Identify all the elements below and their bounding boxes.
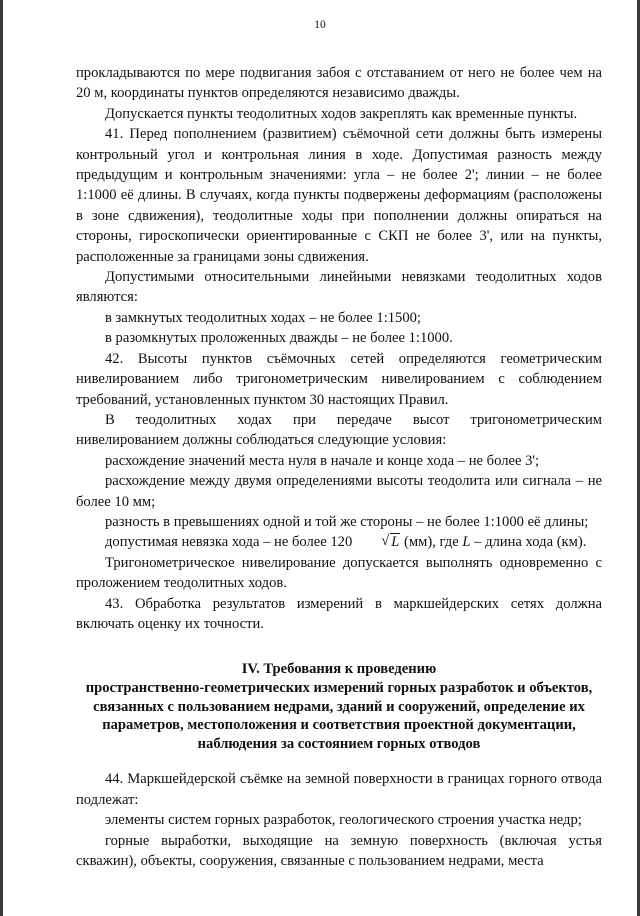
list-item-open-traverses: в разомкнутых проложенных дважды – не более 1:1000. [105,330,453,347]
formula-text-middle: (мм), где [400,534,463,551]
list-item-zero-place: расхождение значений места нуля в начале и конце хода – не более 3'; [105,452,540,469]
formula-text-after: – длина хода (км). [470,534,587,551]
formula-text-before: допустимая невязка хода – не более 120 [105,534,353,551]
paragraph-43: 43. Обработка результатов измерений в маркшейдерских сетях должна включать оценку их точности. [76,595,602,632]
section-heading-number: IV. Требования к проведению [241,661,437,678]
spacer [76,753,602,769]
document-body [76,63,602,871]
list-item-mine-workings: горные выработки, выходящие на земную поверхность (включая устья скважин), объекты, сооружения, связанные с пользованием недрами, места [76,832,602,869]
formula-variable: L [462,534,471,551]
paragraph-41: 41. Перед пополнением (развитием) съёмочной сети должны быть измерены контрольный угол и контрольная линия в ходе. Допустимая разность между предыдущим и контрольным значениями: угла – не более 2'; линии – не более 1:1000 её длины. В случаях, когда пункты подвержены деформациям (расположены в зоне сдвижения), теодолитные ходы при пополнении должны опираться на стороны, гироскопически ориентированные с СКП не более 3', или на пункты, расположенные за границами зоны сдвижения. [76,126,602,265]
paragraph-temporary-points: Допускается пункты теодолитных ходов закреплять как временные пункты. [105,105,578,122]
paragraph-trig-levelling: Тригонометрическое нивелирование допускается выполнять одновременно с проложением теодолитных ходов. [76,554,602,592]
list-item-traverse-misclosure [76,532,602,552]
section-heading-text: пространственно-геометрических измерений горных разработок и объектов, связанных с пользованием недрами, зданий и сооружений, определение их параметров, местоположения и соответствия проектной документации, наблюдения за состоянием горных отводов [85,679,593,752]
paragraph-44: 44. Маркшейдерской съёмке на земной поверхности в границах горного отвода подлежат: [76,771,602,808]
paragraph-height-transfer-conditions: В теодолитных ходах при передаче высот тригонометрическим нивелированием должны соблюдаться следующие условия: [76,411,602,449]
list-item-mining-systems: элементы систем горных разработок, геологического строения участка недр; [105,812,582,829]
scan-edge-left [0,0,3,916]
list-item-elevation-difference: разность в превышениях одной и той же стороны – не более 1:1000 её длины; [105,513,589,530]
paragraph-continuation: прокладываются по мере подвигания забоя с отставанием от него не более чем на 20 м, координаты пунктов определяются независимо дважды. [76,65,602,102]
paragraph-linear-misclosures: Допустимыми относительными линейными невязками теодолитных ходов являются: [76,269,602,306]
page-number: 10 [314,19,326,31]
square-root-formula: √ L [381,533,400,551]
section-heading [76,660,602,753]
paragraph-42: 42. Высоты пунктов съёмочных сетей определяются геометрическим нивелированием либо тригонометрическим нивелированием с соблюдением требований, установленных пунктом 30 настоящих Правил. [76,350,602,408]
formula-radicand: L [391,534,400,551]
list-item-theodolite-height: расхождение между двумя определениями высоты теодолита или сигнала – не более 10 мм; [76,473,602,510]
list-item-closed-traverses: в замкнутых теодолитных ходах – не более 1:1500; [105,309,421,326]
